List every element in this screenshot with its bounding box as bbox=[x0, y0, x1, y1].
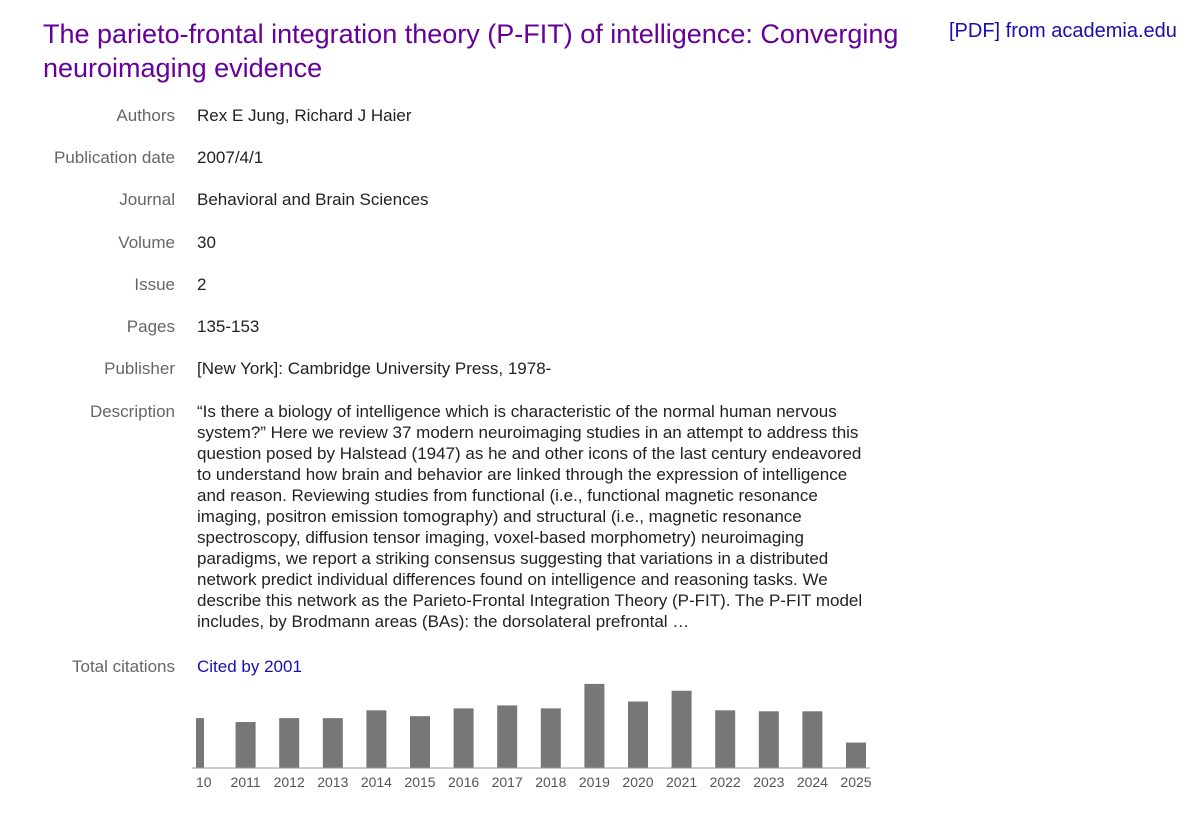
citation-bar-2025[interactable] bbox=[846, 743, 866, 768]
citations-chart bbox=[192, 680, 882, 800]
year-tick-label: 2021 bbox=[666, 774, 698, 790]
citation-bar-2020[interactable] bbox=[628, 702, 648, 768]
year-tick-label: 2015 bbox=[404, 774, 436, 790]
citation-bar-2014[interactable] bbox=[366, 710, 386, 768]
citation-bar-2017[interactable] bbox=[497, 705, 517, 768]
field-label: Authors bbox=[116, 106, 175, 125]
cited-by-link[interactable]: Cited by 2001 bbox=[197, 657, 302, 676]
year-tick-label: 2019 bbox=[578, 774, 610, 790]
pages-value: 135-153 bbox=[197, 317, 260, 336]
year-tick-label: 2025 bbox=[840, 774, 872, 790]
year-tick-label: 10 bbox=[196, 774, 212, 790]
citation-bar-2011[interactable] bbox=[236, 722, 256, 768]
year-tick-label: 2023 bbox=[753, 774, 785, 790]
field-label: Total citations bbox=[72, 657, 175, 676]
citation-bar-2019[interactable] bbox=[584, 684, 604, 768]
field-label: Pages bbox=[126, 317, 175, 336]
field-label: Publisher bbox=[104, 359, 175, 378]
article-title[interactable]: The parieto-frontal integration theory (P-FIT) of intelligence: Converging neuroimaging evidence bbox=[43, 19, 899, 83]
citation-bar-2018[interactable] bbox=[541, 708, 561, 768]
year-tick-label: 2011 bbox=[230, 774, 261, 790]
issue-value: 2 bbox=[197, 275, 207, 294]
year-tick-label: 2018 bbox=[535, 774, 567, 790]
field-label: Issue bbox=[134, 275, 175, 294]
citation-bar-2015[interactable] bbox=[410, 716, 430, 768]
year-tick-label: 2024 bbox=[796, 774, 828, 790]
publication-date-value: 2007/4/1 bbox=[197, 148, 264, 167]
publisher-value: [New York]: Cambridge University Press, 1978- bbox=[197, 359, 552, 378]
field-label: Volume bbox=[118, 233, 175, 252]
authors-value: Rex E Jung, Richard J Haier bbox=[197, 106, 412, 125]
year-tick-label: 2022 bbox=[709, 774, 741, 790]
year-tick-label: 2014 bbox=[360, 774, 392, 790]
field-label: Description bbox=[89, 402, 175, 421]
citation-bar-10[interactable] bbox=[196, 718, 204, 768]
pdf-link[interactable]: [PDF] from academia.edu bbox=[949, 20, 1177, 42]
year-tick-label: 2012 bbox=[273, 774, 305, 790]
volume-value: 30 bbox=[197, 233, 216, 252]
citation-bar-2021[interactable] bbox=[672, 691, 692, 768]
description-value: “Is there a biology of intelligence which is characteristic of the normal human nervous system?” Here we review 37 modern neuroimaging studies in an attempt to address this question posed by Halstead (1947) as he and other icons of the last century endeavored to understand how brain and behavior are linked through the expression of intelligence and reason. Reviewing studies from functional (i.e., functional magnetic resonance imaging, positron emission tomography) and structural (i.e., magnetic resonance spectroscopy, diffusion tensor imaging, voxel-based morphometry) neuroimaging paradigms, we report a striking consensus suggesting that variations in a distributed network predict individual differences found on intelligence and reasoning tasks. We describe this network as the Parieto-Frontal Integration Theory (P-FIT). The P-FIT model includes, by Brodmann areas (BAs): the dorsolateral prefrontal … bbox=[197, 402, 863, 631]
citation-bar-2022[interactable] bbox=[715, 710, 735, 768]
year-tick-label: 2016 bbox=[448, 774, 480, 790]
citation-bar-2016[interactable] bbox=[454, 708, 474, 768]
year-tick-label: 2017 bbox=[491, 774, 523, 790]
citation-bar-2024[interactable] bbox=[802, 711, 822, 768]
citation-bar-2013[interactable] bbox=[323, 718, 343, 768]
year-tick-label: 2013 bbox=[317, 774, 349, 790]
citation-bar-2012[interactable] bbox=[279, 718, 299, 768]
citation-bar-2023[interactable] bbox=[759, 711, 779, 768]
field-label: Journal bbox=[119, 190, 175, 209]
journal-value: Behavioral and Brain Sciences bbox=[197, 190, 429, 209]
field-label: Publication date bbox=[54, 148, 175, 167]
year-tick-label: 2020 bbox=[622, 774, 654, 790]
